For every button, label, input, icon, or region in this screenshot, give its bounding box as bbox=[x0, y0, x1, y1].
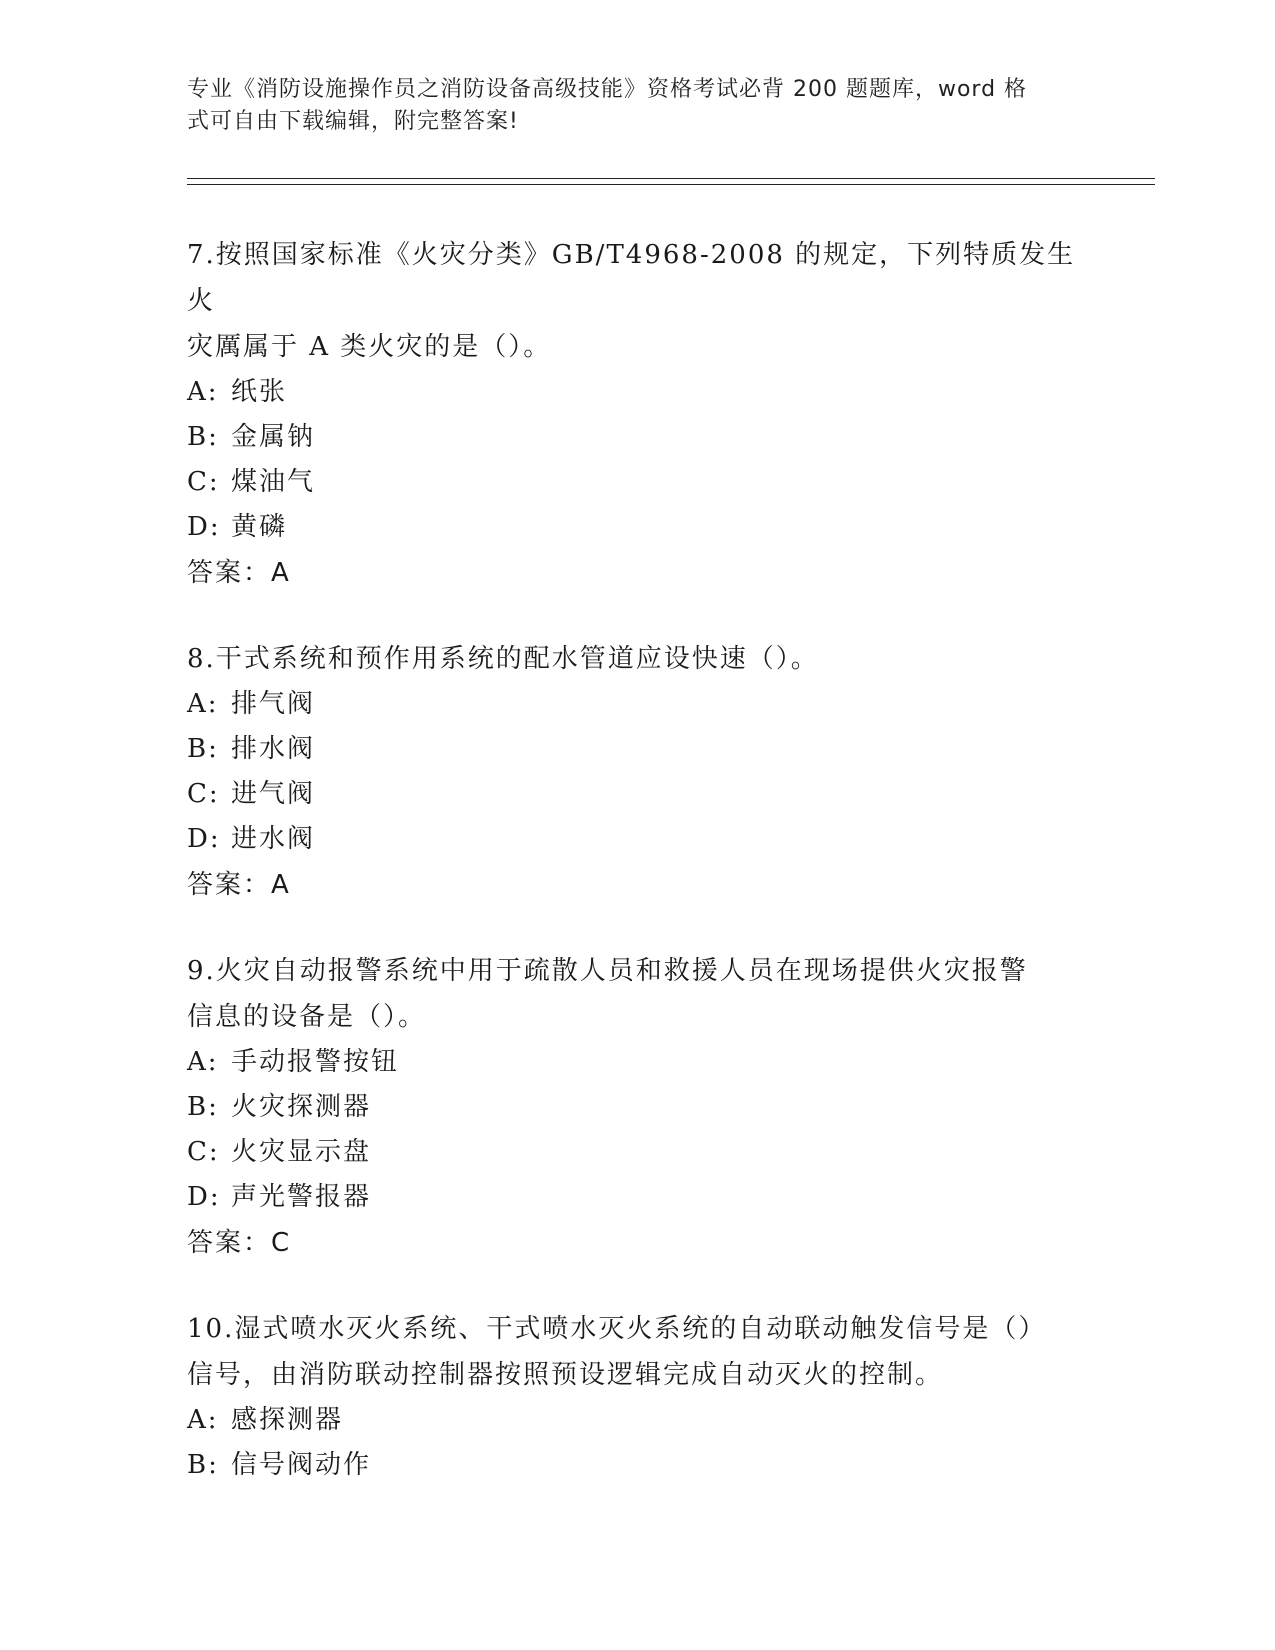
option-c bbox=[187, 1130, 1087, 1175]
option-key: D: bbox=[187, 824, 221, 854]
option-key: A: bbox=[187, 1047, 219, 1077]
question-stem-line: 信息的设备是（）。 bbox=[187, 1002, 427, 1032]
option-text: 金属钠 bbox=[231, 422, 316, 452]
option-c bbox=[187, 460, 1087, 505]
option-text: 火灾显示盘 bbox=[231, 1137, 372, 1167]
option-text: 声光警报器 bbox=[231, 1182, 372, 1212]
option-text: 排气阀 bbox=[231, 689, 316, 719]
option-b bbox=[187, 1085, 1087, 1130]
option-a bbox=[187, 682, 1087, 727]
option-key: B: bbox=[187, 1450, 219, 1480]
option-d bbox=[187, 1175, 1087, 1220]
header-divider-bottom bbox=[187, 184, 1155, 185]
option-text: 火灾探测器 bbox=[231, 1092, 372, 1122]
option-text: 进水阀 bbox=[231, 824, 316, 854]
question-stem-line: 7.按照国家标准《火灾分类》GB/T4968-2008 的规定，下列特质发生火 bbox=[187, 240, 1076, 316]
header-line-2: 式可自由下载编辑，附完整答案! bbox=[187, 109, 519, 134]
option-text: 黄磷 bbox=[231, 512, 288, 542]
option-text: 感探测器 bbox=[231, 1405, 344, 1435]
question-stem-line: 8.干式系统和预作用系统的配水管道应设快速（）。 bbox=[187, 644, 819, 674]
option-key: D: bbox=[187, 512, 221, 542]
option-key: C: bbox=[187, 779, 220, 809]
option-key: D: bbox=[187, 1182, 221, 1212]
option-text: 煤油气 bbox=[231, 467, 316, 497]
option-key: B: bbox=[187, 734, 219, 764]
answer-line: 答案：A bbox=[187, 870, 291, 900]
document-header bbox=[187, 74, 1067, 138]
option-text: 手动报警按钮 bbox=[231, 1047, 400, 1077]
option-key: A: bbox=[187, 1405, 219, 1435]
option-key: B: bbox=[187, 1092, 219, 1122]
option-d bbox=[187, 505, 1087, 550]
question-10 bbox=[187, 1306, 1087, 1488]
question-7 bbox=[187, 232, 1087, 596]
option-key: C: bbox=[187, 1137, 220, 1167]
answer-line: 答案：C bbox=[187, 1228, 292, 1258]
option-text: 进气阀 bbox=[231, 779, 316, 809]
option-text: 信号阀动作 bbox=[231, 1450, 372, 1480]
option-key: A: bbox=[187, 689, 219, 719]
option-key: A: bbox=[187, 377, 219, 407]
option-text: 纸张 bbox=[231, 377, 288, 407]
question-list bbox=[187, 232, 1087, 1528]
question-9 bbox=[187, 948, 1087, 1266]
header-divider-top bbox=[187, 178, 1155, 179]
option-b bbox=[187, 415, 1087, 460]
question-stem-line: 9.火灾自动报警系统中用于疏散人员和救援人员在现场提供火灾报警 bbox=[187, 956, 1028, 986]
question-stem-line: 10.湿式喷水灭火系统、干式喷水灭火系统的自动联动触发信号是（） bbox=[187, 1314, 1047, 1344]
option-c bbox=[187, 772, 1087, 817]
question-8 bbox=[187, 636, 1087, 908]
option-a bbox=[187, 1398, 1087, 1443]
option-d bbox=[187, 817, 1087, 862]
option-a bbox=[187, 370, 1087, 415]
option-b bbox=[187, 1443, 1087, 1488]
question-stem-line: 信号，由消防联动控制器按照预设逻辑完成自动灭火的控制。 bbox=[187, 1360, 944, 1390]
option-a bbox=[187, 1040, 1087, 1085]
answer-line: 答案：A bbox=[187, 558, 291, 588]
option-b bbox=[187, 727, 1087, 772]
header-line-1: 专业《消防设施操作员之消防设备高级技能》资格考试必背 200 题题库，word 格 bbox=[187, 77, 1028, 102]
question-stem-line: 灾厲属于 A 类火灾的是（）。 bbox=[187, 332, 552, 362]
option-text: 排水阀 bbox=[231, 734, 316, 764]
option-key: B: bbox=[187, 422, 219, 452]
option-key: C: bbox=[187, 467, 220, 497]
